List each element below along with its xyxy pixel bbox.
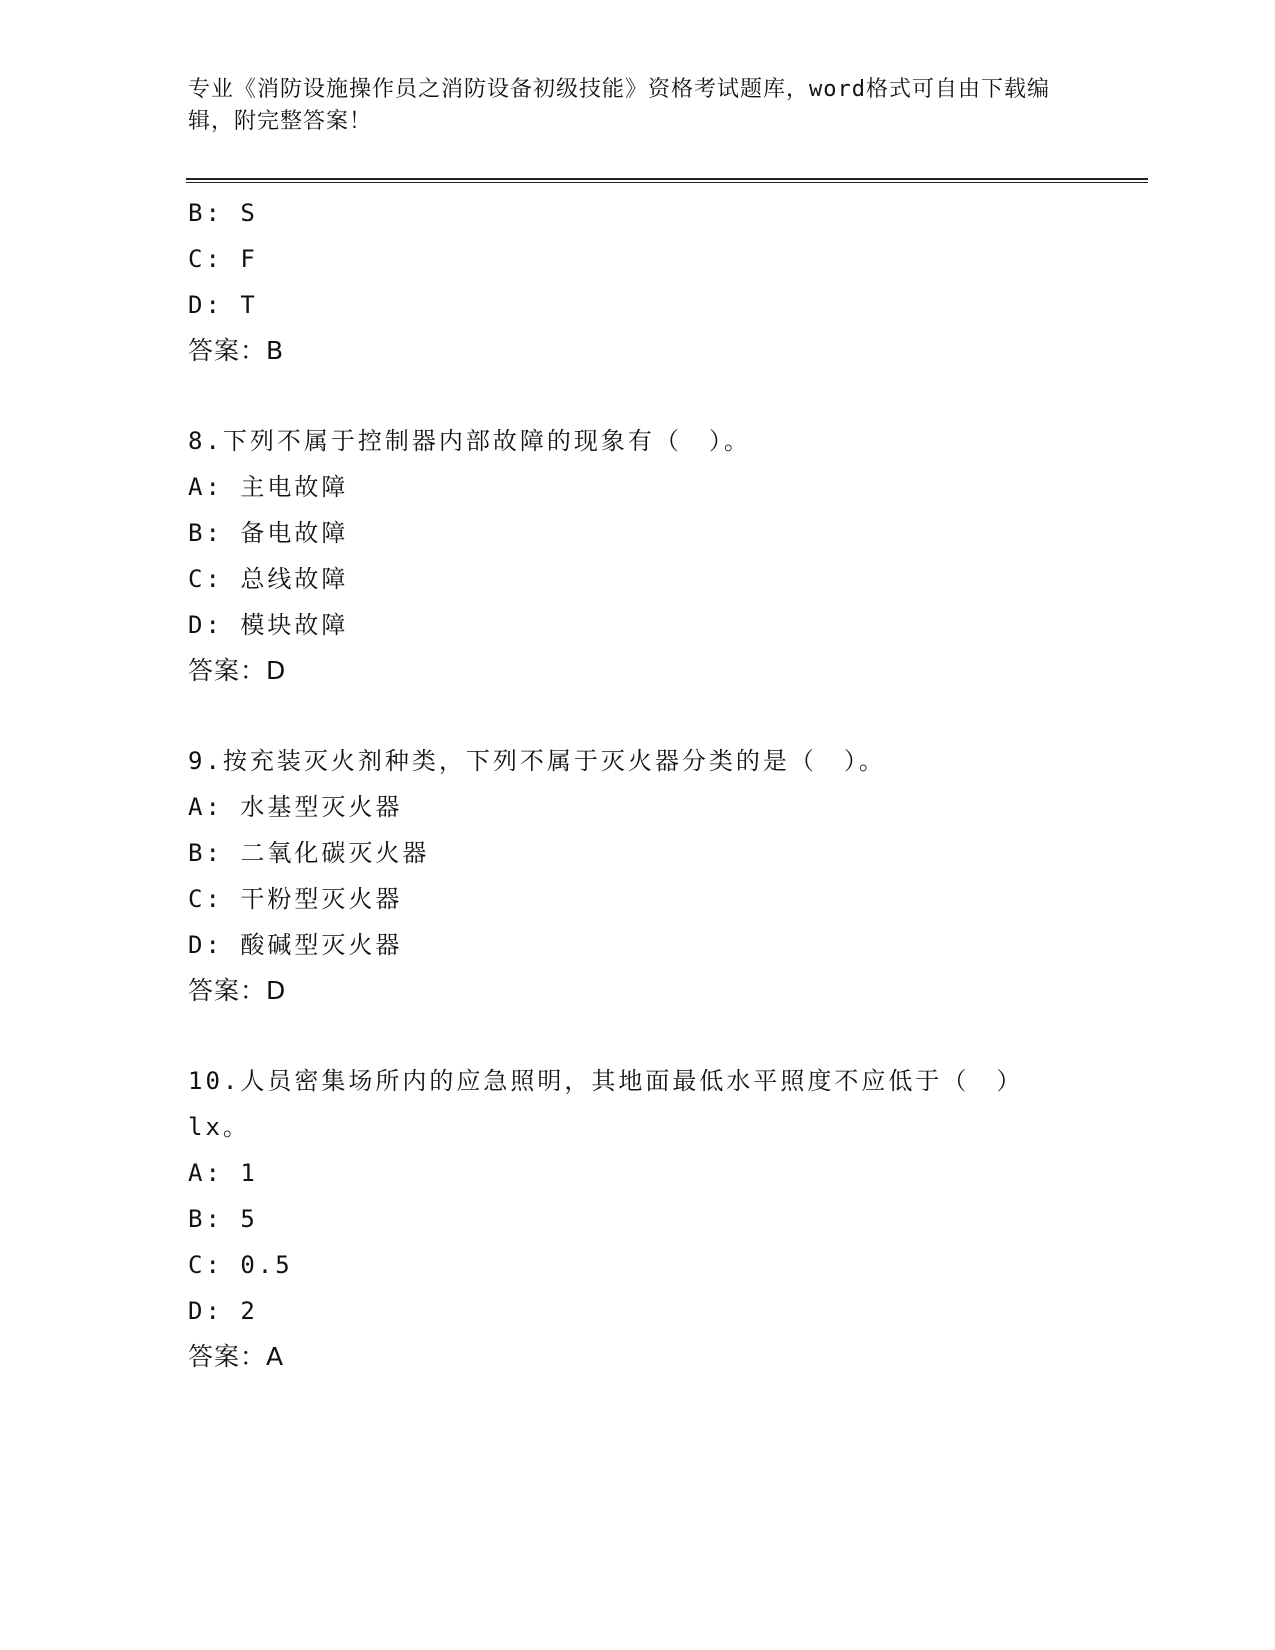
document-header: 专业《消防设施操作员之消防设备初级技能》资格考试题库，word格式可自由下载编辑，附完整答案！ (188, 77, 1050, 134)
option-d: D: 模块故障 (188, 611, 349, 639)
question-9 (188, 738, 1118, 1014)
option-c: C: 总线故障 (188, 565, 349, 593)
option-b: B: S (188, 199, 258, 227)
option-a: A: 主电故障 (188, 473, 349, 501)
question-list (188, 190, 1118, 1380)
question-text: 9.按充装灭火剂种类，下列不属于灭火器分类的是（ ）。 (188, 747, 886, 775)
option-a: A: 1 (188, 1159, 258, 1187)
option-c: C: 0.5 (188, 1251, 293, 1279)
option-d: D: 酸碱型灭火器 (188, 931, 403, 959)
option-b: B: 5 (188, 1205, 258, 1233)
option-b: B: 备电故障 (188, 519, 349, 547)
answer-line: 答案：D (188, 976, 287, 1005)
option-c: C: 干粉型灭火器 (188, 885, 403, 913)
option-d: D: 2 (188, 1297, 258, 1325)
header-divider (186, 178, 1148, 183)
previous-question-tail (188, 190, 1118, 374)
question-text: 8.下列不属于控制器内部故障的现象有（ ）。 (188, 427, 751, 455)
answer-line: 答案：A (188, 1342, 285, 1371)
question-8 (188, 418, 1118, 694)
question-10 (188, 1058, 1118, 1380)
question-text: 10.人员密集场所内的应急照明，其地面最低水平照度不应低于（ ）lx。 (188, 1067, 1024, 1141)
answer-line: 答案：D (188, 656, 287, 685)
option-c: C: F (188, 245, 258, 273)
option-a: A: 水基型灭火器 (188, 793, 403, 821)
answer-line: 答案：B (188, 336, 285, 365)
option-d: D: T (188, 291, 258, 319)
option-b: B: 二氧化碳灭火器 (188, 839, 430, 867)
